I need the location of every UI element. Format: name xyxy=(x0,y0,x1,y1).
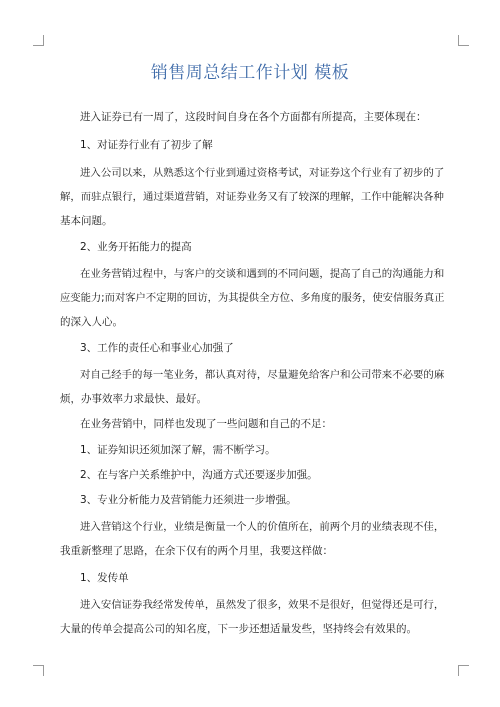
heading-item-1: 1、对证券行业有了初步了解 xyxy=(80,139,213,151)
paragraph-line: 在业务营销中，同样也发现了一些问题和自己的不足： xyxy=(80,418,332,430)
paragraph-line: 基本问题。 xyxy=(60,215,113,227)
paragraph-line: 进入安信证券我经常发传单，虽然发了很多，效果不是很好，但觉得还是可行， xyxy=(80,599,445,611)
crop-mark-bottom-right xyxy=(458,665,469,676)
paragraph-line: 解，而驻点银行，通过渠道营销，对证券业务又有了较深的理解，工作中能解决各种 xyxy=(60,191,444,203)
paragraph-line: 大量的传单会提高公司的知名度，下一步还想适量发些，坚持终会有效果的。 xyxy=(60,623,417,635)
list-item: 2、在与客户关系维护中，沟通方式还要逐步加强。 xyxy=(80,469,318,481)
paragraph-line: 应变能力;而对客户不定期的回访，为其提供全方位、多角度的服务，使安信服务真正 xyxy=(60,292,445,304)
heading-item-distribute: 1、发传单 xyxy=(80,572,129,584)
paragraph-line: 进入公司以来，从熟悉这个行业到通过资格考试，对证券这个行业有了初步的了 xyxy=(80,167,445,179)
list-item: 1、证券知识还须加深了解，需不断学习。 xyxy=(80,444,276,456)
paragraph-line: 在业务营销过程中，与客户的交谈和遇到的不同问题，提高了自己的沟通能力和 xyxy=(80,268,445,280)
paragraph-intro: 进入证券已有一周了，这段时间自身在各个方面都有所提高，主要体现在： xyxy=(80,111,427,123)
heading-item-2: 2、业务开拓能力的提高 xyxy=(80,241,192,253)
paragraph-line: 烦，办事效率力求最快、最好。 xyxy=(60,393,207,405)
paragraph-line: 我重新整理了思路，在余下仅有的两个月里，我要这样做： xyxy=(60,545,333,557)
heading-item-3: 3、工作的责任心和事业心加强了 xyxy=(80,342,234,354)
paragraph-line: 的深入人心。 xyxy=(60,316,123,328)
paragraph-line: 对自己经手的每一笔业务，都认真对待，尽量避免给客户和公司带来不必要的麻 xyxy=(80,369,445,381)
crop-mark-top-right xyxy=(458,35,469,46)
document-title: 销售周总结工作计划 模板 xyxy=(150,63,350,83)
crop-mark-top-left xyxy=(33,35,44,46)
list-item: 3、专业分析能力及营销能力还须进一步增强。 xyxy=(80,494,297,506)
paragraph-line: 进入营销这个行业，业绩是衡量一个人的价值所在，前两个月的业绩表现不佳， xyxy=(80,521,445,533)
crop-mark-bottom-left xyxy=(33,665,44,676)
